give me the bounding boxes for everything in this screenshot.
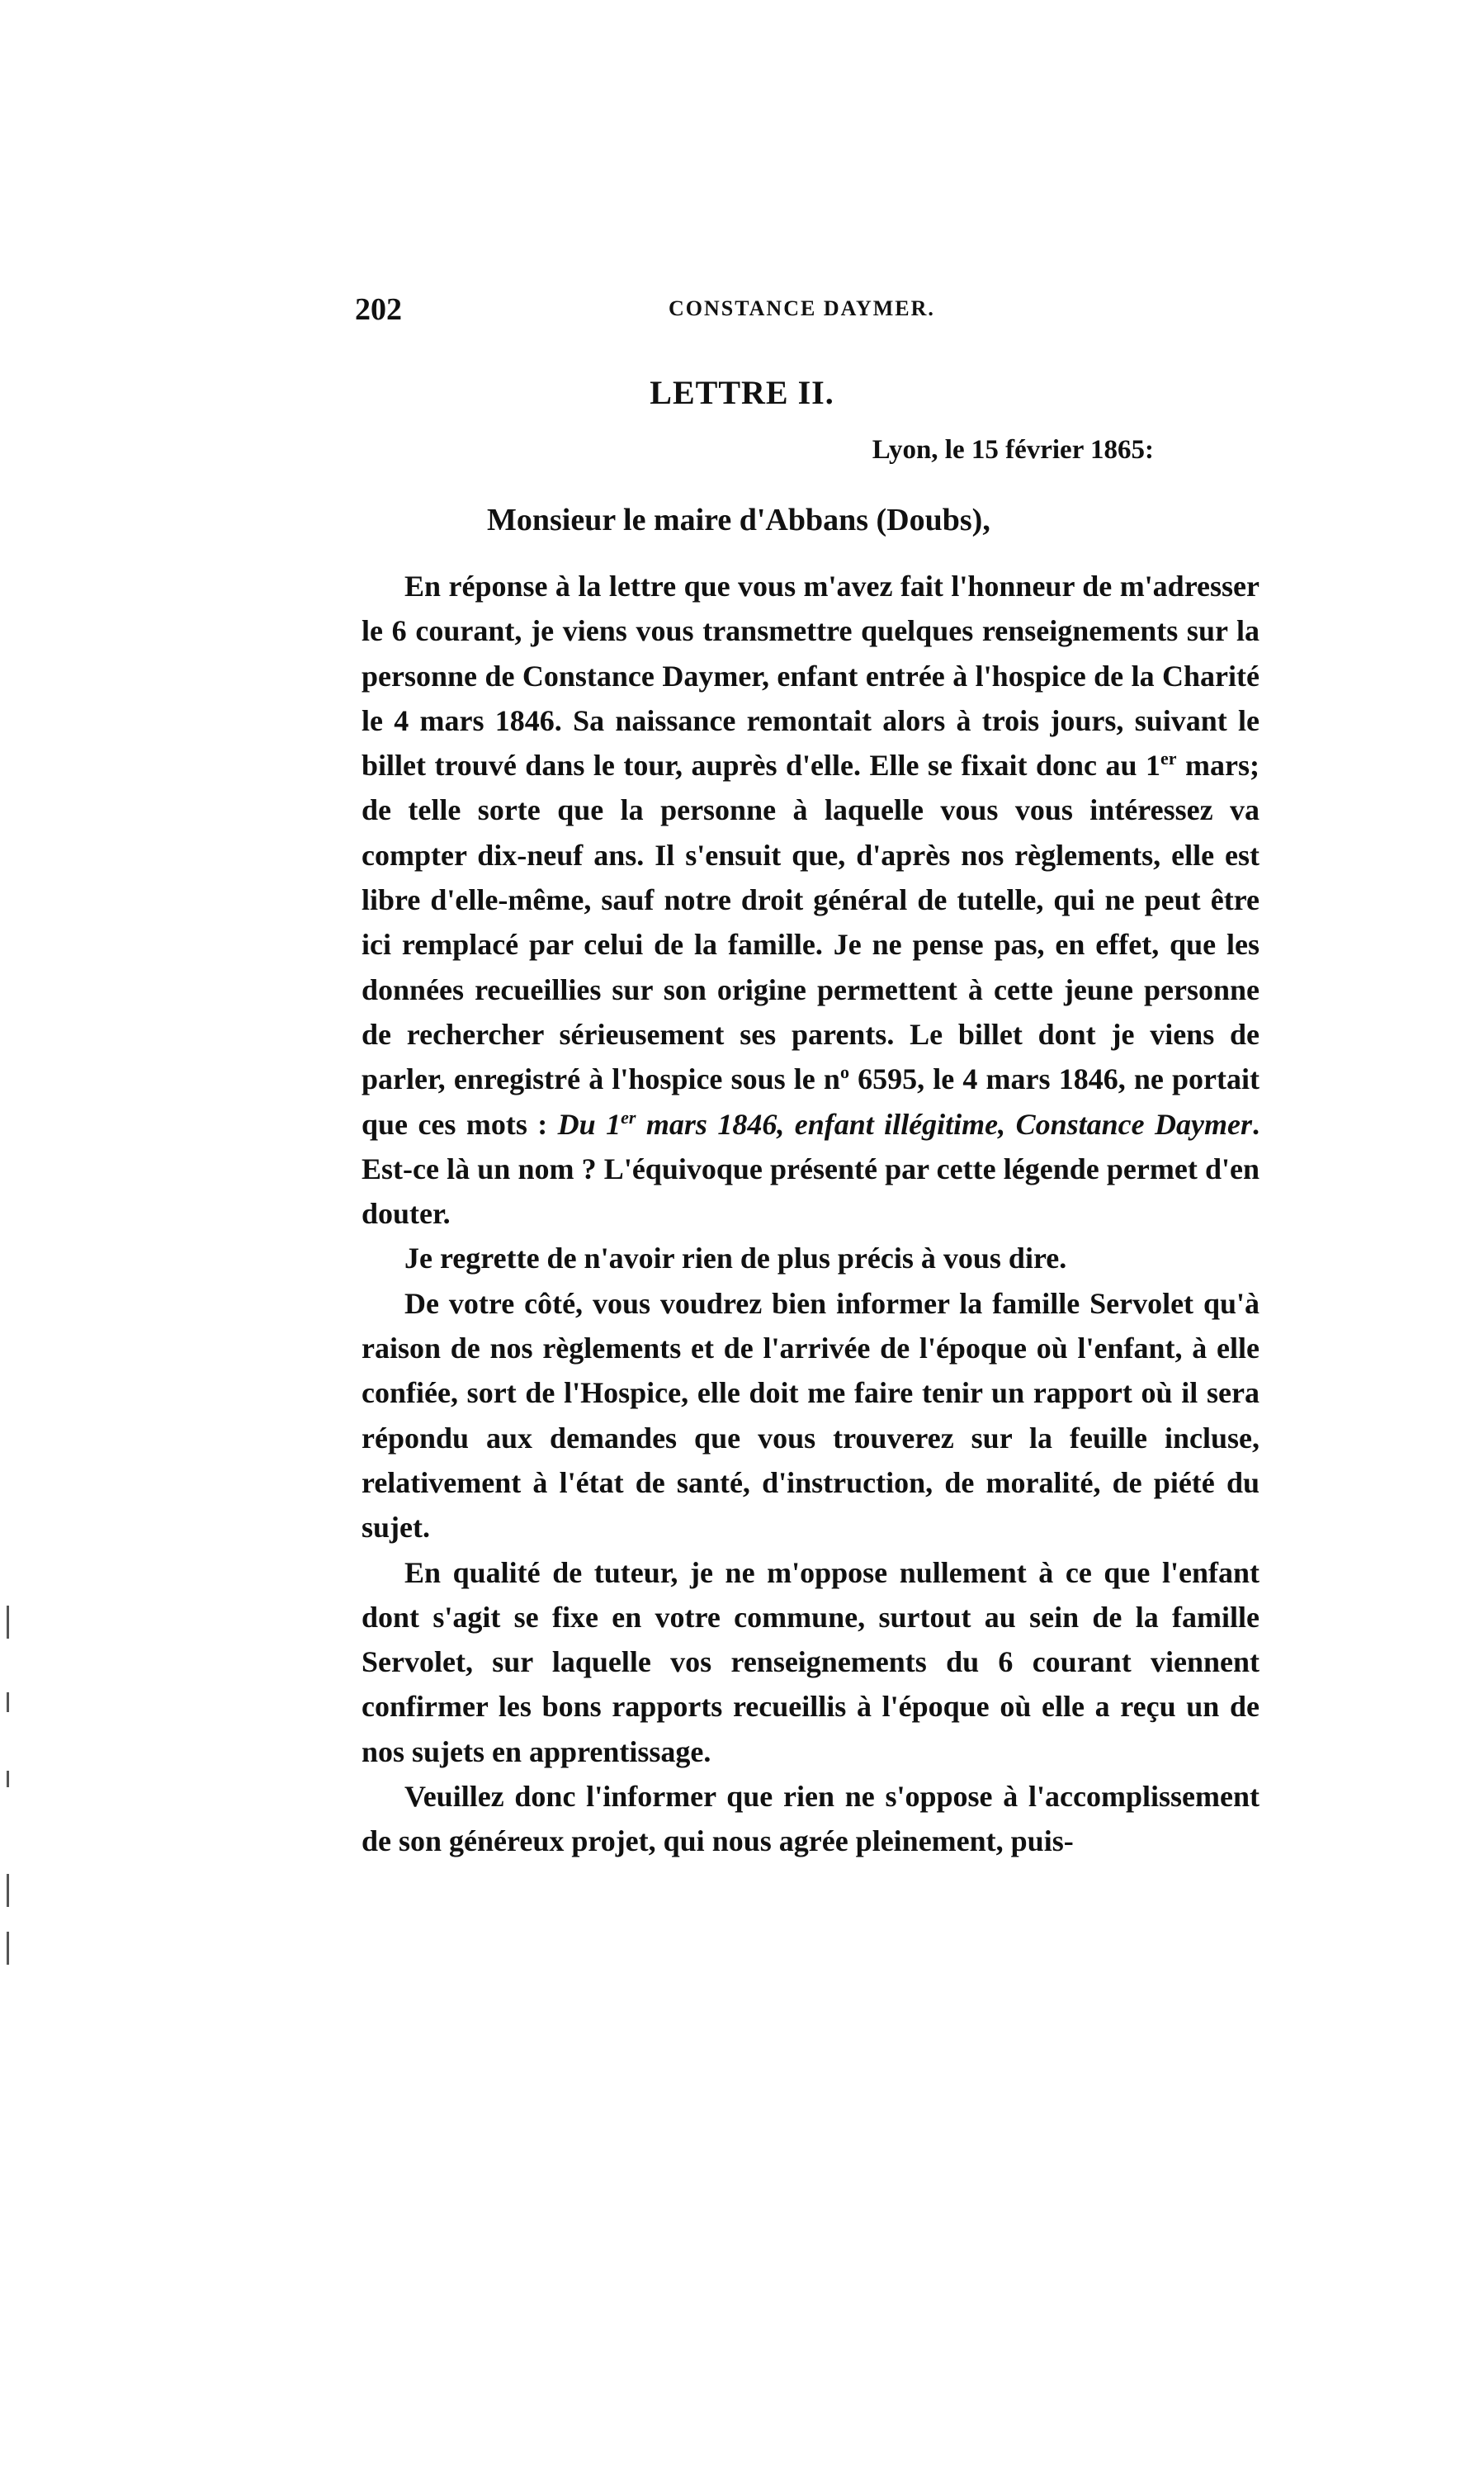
paragraph-4: En qualité de tuteur, je ne m'oppose nullement à ce que l'enfant dont s'agit se fixe en votre commune, surtout au sein de la famille Servolet, sur laquelle vos renseignements du 6 courant viennent confirmer les bons rapports recueillis à l'époque où elle a reçu un de nos sujets en apprentissage. [362,1555,1260,1768]
paragraph-3: De votre côté, vous voudrez bien informer la famille Servolet qu'à raison de nos règlements et de l'arrivée de l'époque où l'enfant, à elle confiée, sort de l'Hospice, elle doit me faire tenir un rapport où il sera répondu aux demandes que vous trouverez sur la feuille incluse, relativement à l'état de santé, d'instruction, de moralité, de piété du sujet. [362,1286,1260,1545]
letter-body [362,564,1260,1864]
superscript: er [1160,748,1177,769]
superscript: o [839,1062,849,1083]
salutation: Monsieur le maire d'Abbans (Doubs), [487,503,990,537]
superscript: er [621,1106,636,1128]
paragraph-5: Veuillez donc l'informer que rien ne s'oppose à l'accomplissement de son généreux projet, qui nous agrée pleinement, puis- [362,1780,1260,1858]
italic-quote: Du 1 [557,1107,621,1141]
paragraph-text: . Est-ce là un nom ? L'équivoque présenté par cette légende permet d'en douter. [362,1107,1260,1231]
margin-mark [7,1771,9,1787]
paragraph-text: 6595, le 4 mars 1846, ne portait que ces mots : [362,1062,1260,1141]
letter-title: LETTRE II. [650,374,834,411]
margin-mark [7,1932,9,1965]
running-title: CONSTANCE DAYMER. [669,296,935,320]
margin-mark [7,1692,9,1712]
paragraph-text: En réponse à la lettre que vous m'avez fait l'honneur de m'adresser le 6 courant, je viens vous transmettre quelques renseignements sur la personne de Constance Daymer, enfant entrée à l'hospice de la Charité le 4 mars 1846. Sa naissance remontait alors à trois jours, suivant le billet trouvé dans le tour, auprès d'elle. Elle se fixait donc au 1 [362,570,1260,783]
running-head [355,291,1255,333]
margin-mark [7,1606,9,1639]
paragraph-text: mars; de telle sorte que la personne à laquelle vous vous intéressez va compter dix-neuf ans. Il s'ensuit que, d'après nos règlements, elle est libre d'elle-même, sauf notre droit général de tutelle, qui ne peut être ici remplacé par celui de la famille. Je ne pense pas, en effet, que les données recueillies sur son origine permettent à cette jeune personne de rechercher sérieusement ses parents. Le billet dont je viens de parler, enregistré à l'hospice sous le n [362,749,1260,1096]
page-number: 202 [355,292,402,327]
italic-quote: mars 1846, enfant illégitime, Constance Daymer [636,1107,1252,1141]
dateline: Lyon, le 15 février 1865: [872,435,1154,465]
paragraph-1 [362,564,1260,1236]
paragraph-2: Je regrette de n'avoir rien de plus précis à vous dire. [404,1242,1067,1275]
margin-mark [7,1874,9,1907]
